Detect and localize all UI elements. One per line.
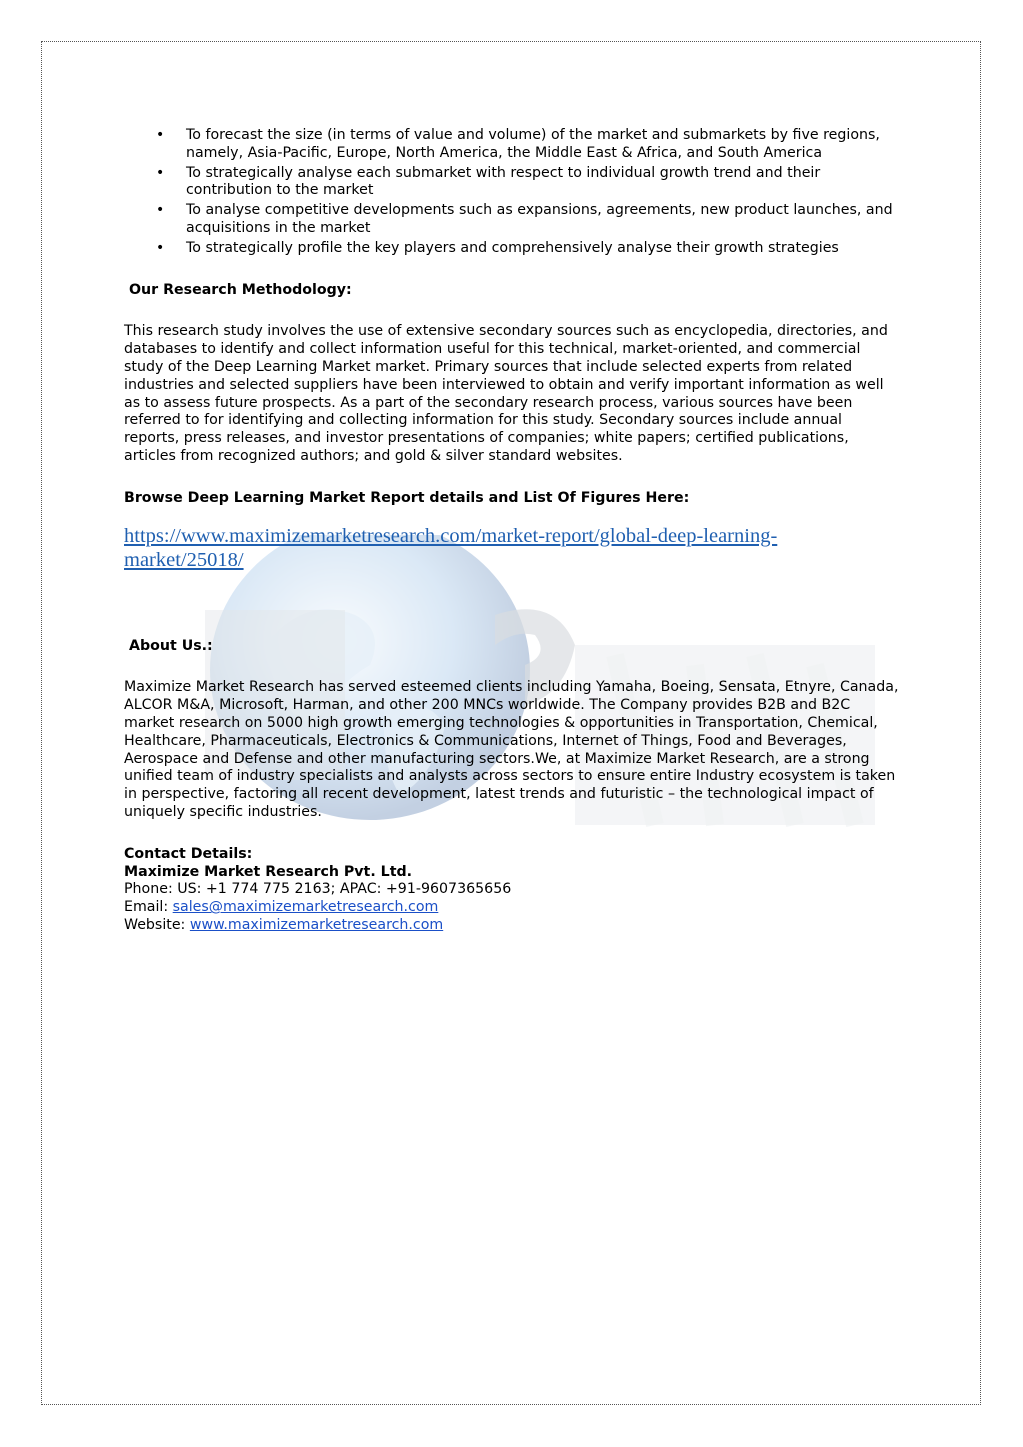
email-line <box>124 899 899 917</box>
website-line <box>124 917 899 935</box>
website-link[interactable]: www.maximizemarketresearch.com <box>189 916 444 933</box>
objective-text: To forecast the size (in terms of value and volume) of the market and submarkets by five regions, namely, Asia-Pacific, Europe, North America, the Middle East & Africa, and South America <box>186 127 880 161</box>
email-label: Email: <box>124 899 173 916</box>
bullet-icon: • <box>156 202 165 219</box>
objective-text: To strategically analyse each submarket with respect to individual growth trend and their contribution to the market <box>186 164 821 199</box>
bullet-icon: • <box>156 239 165 256</box>
objective-text: To strategically profile the key players and comprehensively analyse their growth strategies <box>186 239 839 256</box>
methodology-paragraph: This research study involves the use of extensive secondary sources such as encyclopedia, directories, and databases to identify and collect information useful for this technical, market-oriented, and commercial study of the Deep Learning Market market. Primary sources that include selected experts from related industries and selected suppliers have been interviewed to obtain and verify important information as well as to assess future prospects. As a part of the secondary research process, various sources have been referred to for identifying and collecting information for this study. Secondary sources include annual reports, press releases, and investor presentations of companies; white papers; certified publications, articles from recognized authors; and gold & silver standard websites. <box>124 323 888 464</box>
website-label: Website: <box>124 916 190 933</box>
methodology-heading: Our Research Methodology: <box>129 281 352 298</box>
document-content <box>124 127 899 935</box>
email-link[interactable]: sales@maximizemarketresearch.com <box>172 899 439 916</box>
report-link[interactable]: https://www.maximizemarketresearch.com/market-report/global-deep-learning-market/25018/ <box>124 524 778 571</box>
objective-text: To analyse competitive developments such as expansions, agreements, new product launches, and acquisitions in the market <box>186 202 893 236</box>
bullet-icon: • <box>156 127 165 143</box>
contact-block <box>124 846 899 935</box>
list-item <box>124 240 899 258</box>
company-name: Maximize Market Research Pvt. Ltd. <box>124 863 413 880</box>
bullet-icon: • <box>156 164 165 181</box>
objectives-list <box>124 127 899 258</box>
phone-line: Phone: US: +1 774 775 2163; APAC: +91-9607365656 <box>124 881 512 898</box>
list-item <box>124 202 899 238</box>
about-paragraph: Maximize Market Research has served esteemed clients including Yamaha, Boeing, Sensata, Etnyre, Canada, ALCOR M&A, Microsoft, Harman, and other 200 MNCs worldwide. The Company provides B2B and B2C market research on 5000 high growth emerging technologies & opportunities in Transportation, Chemical, Healthcare, Pharmaceuticals, Electronics & Communications, Internet of Things, Food and Beverages, Aerospace and Defense and other manufacturing sectors.We, at Maximize Market Research, are a strong unified team of industry specialists and analysts across sectors to ensure entire Industry ecosystem is taken in perspective, factoring all recent development, latest trends and futuristic – the technological impact of uniquely specific industries. <box>124 679 899 820</box>
list-item <box>124 165 899 201</box>
about-heading: About Us.: <box>129 637 213 654</box>
list-item <box>124 127 899 163</box>
browse-heading: Browse Deep Learning Market Report details and List Of Figures Here: <box>124 489 690 506</box>
contact-heading: Contact Details: <box>124 845 253 862</box>
